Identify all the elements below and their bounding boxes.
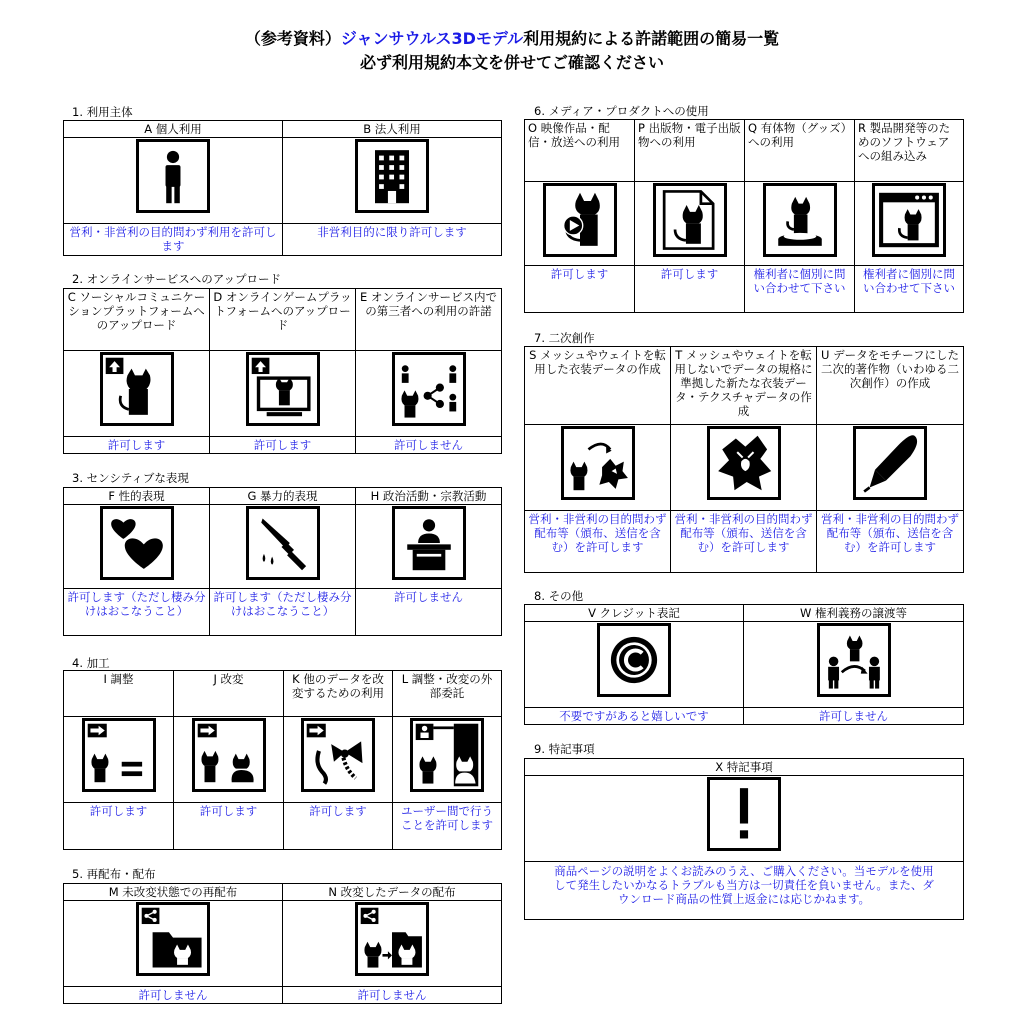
section-label-derivative: 7. 二次創作: [534, 331, 595, 345]
outsource-icon: [410, 718, 484, 792]
header-d: D オンラインゲームプラットフォームへのアップロード: [210, 289, 356, 351]
person-icon: [136, 139, 210, 213]
section-label-usage-subject: 1. 利用主体: [72, 105, 133, 119]
section-label-other: 8. その他: [534, 589, 584, 603]
upload-cat-icon: [100, 352, 174, 426]
header-i: I 調整: [64, 671, 174, 717]
header-a: A 個人利用: [64, 121, 283, 138]
section-label-special-notes: 9. 特記事項: [534, 742, 595, 756]
header-k: K 他のデータを改変するための利用: [284, 671, 393, 717]
status-x: 商品ページの説明をよくお読みのうえ、ご購入ください。当モデルを使用して発生したいかなるトラブルも当方は一切責任を負いません。また、ダウンロード商品の性質上返金には応じかねます。: [525, 862, 964, 920]
table-special-notes: [524, 758, 964, 920]
status-p: 許可します: [635, 266, 745, 313]
status-o: 許可します: [525, 266, 635, 313]
status-j: 許可します: [174, 803, 284, 850]
status-s: 営利・非営利の目的問わず配布等（頒布、送信を含む）を許可します: [525, 511, 671, 573]
header-u: U データをモチーフにした二次的著作物（いわゆる二次創作）の作成: [817, 347, 964, 425]
bow-icon: [301, 718, 375, 792]
header-s: S メッシュやウェイトを転用した衣装データの作成: [525, 347, 671, 425]
header-f: F 性的表現: [64, 488, 210, 505]
header-h: H 政治活動・宗教活動: [356, 488, 502, 505]
building-icon: [355, 139, 429, 213]
status-u: 営利・非営利の目的問わず配布等（頒布、送信を含む）を許可します: [817, 511, 964, 573]
status-a: 営利・非営利の目的問わず利用を許可します: [64, 224, 283, 256]
status-l: ユーザー間で行うことを許可します: [393, 803, 502, 850]
status-d: 許可します: [210, 437, 356, 454]
table-online-upload: [63, 288, 502, 454]
header-x: X 特記事項: [525, 759, 964, 776]
status-h: 許可しません: [356, 589, 502, 636]
header-e: E オンラインサービス内での第三者への利用の許諾: [356, 289, 502, 351]
title-suffix: 利用規約による許諾範囲の簡易一覧: [523, 29, 780, 48]
document-cat-icon: [653, 183, 727, 257]
status-g: 許可します（ただし棲み分けはおこなうこと）: [210, 589, 356, 636]
header-q: Q 有体物（グッズ）への利用: [745, 120, 855, 182]
cat-to-costume-icon: [561, 426, 635, 500]
status-t: 営利・非営利の目的問わず配布等（頒布、送信を含む）を許可します: [671, 511, 817, 573]
page-subtitle: 必ず利用規約本文を併せてご確認ください: [359, 53, 664, 72]
header-m: M 未改変状態での再配布: [64, 884, 283, 901]
pen-icon: [853, 426, 927, 500]
status-c: 許可します: [64, 437, 210, 454]
status-q: 権利者に個別に問い合わせて下さい: [745, 266, 855, 313]
page-title: [0, 26, 1024, 49]
table-redistribution: [63, 883, 502, 1004]
status-i: 許可します: [64, 803, 174, 850]
status-f: 許可します（ただし棲み分けはおこなうこと）: [64, 589, 210, 636]
header-n: N 改変したデータの配布: [283, 884, 502, 901]
header-l: L 調整・改変の外部委託: [393, 671, 502, 717]
podium-icon: [392, 506, 466, 580]
software-window-icon: [872, 183, 946, 257]
section-label-sensitive: 3. センシティブな表現: [72, 471, 189, 485]
status-w: 許可しません: [744, 708, 964, 725]
table-usage-subject: [63, 120, 502, 256]
header-r: R 製品開発等のためのソフトウェアへの組み込み: [855, 120, 964, 182]
status-n: 許可しません: [283, 987, 502, 1004]
table-media: [524, 119, 964, 313]
costume-icon: [707, 426, 781, 500]
adjust-icon: [82, 718, 156, 792]
knife-icon: [246, 506, 320, 580]
table-processing: [63, 670, 502, 850]
status-b: 非営利目的に限り許可します: [283, 224, 502, 256]
header-c: C ソーシャルコミュニケーションプラットフォームへのアップロード: [64, 289, 210, 351]
status-k: 許可します: [284, 803, 393, 850]
video-cat-icon: [543, 183, 617, 257]
status-e: 許可しません: [356, 437, 502, 454]
table-other: [524, 604, 964, 725]
transfer-icon: [817, 623, 891, 697]
section-label-media: 6. メディア・プロダクトへの使用: [534, 104, 709, 118]
section-label-redistribution: 5. 再配布・配布: [72, 867, 156, 881]
header-w: W 権利義務の譲渡等: [744, 605, 964, 622]
status-v: 不要ですがあると嬉しいです: [525, 708, 744, 725]
header-p: P 出版物・電子出版物への利用: [635, 120, 745, 182]
header-g: G 暴力的表現: [210, 488, 356, 505]
table-derivative: [524, 346, 964, 573]
header-v: V クレジット表記: [525, 605, 744, 622]
exclamation-icon: [707, 777, 781, 851]
copyright-icon: [597, 623, 671, 697]
title-prefix: （参考資料）: [244, 29, 341, 48]
hearts-icon: [100, 506, 174, 580]
table-sensitive: [63, 487, 502, 636]
share-modified-icon: [355, 902, 429, 976]
status-m: 許可しません: [64, 987, 283, 1004]
section-label-processing: 4. 加工: [72, 656, 110, 670]
header-j: J 改変: [174, 671, 284, 717]
share-folder-icon: [136, 902, 210, 976]
share-users-icon: [392, 352, 466, 426]
header-t: T メッシュやウェイトを転用しないでデータの規格に準拠した新たな衣装データ・テクスチャデータの作成: [671, 347, 817, 425]
title-brand: ジャンサウルス3Dモデル: [340, 29, 524, 48]
header-b: B 法人利用: [283, 121, 502, 138]
section-label-online-upload: 2. オンラインサービスへのアップロード: [72, 272, 281, 286]
status-r: 権利者に個別に問い合わせて下さい: [855, 266, 964, 313]
upload-monitor-icon: [246, 352, 320, 426]
figure-icon: [763, 183, 837, 257]
header-o: O 映像作品・配信・放送への利用: [525, 120, 635, 182]
modify-icon: [192, 718, 266, 792]
